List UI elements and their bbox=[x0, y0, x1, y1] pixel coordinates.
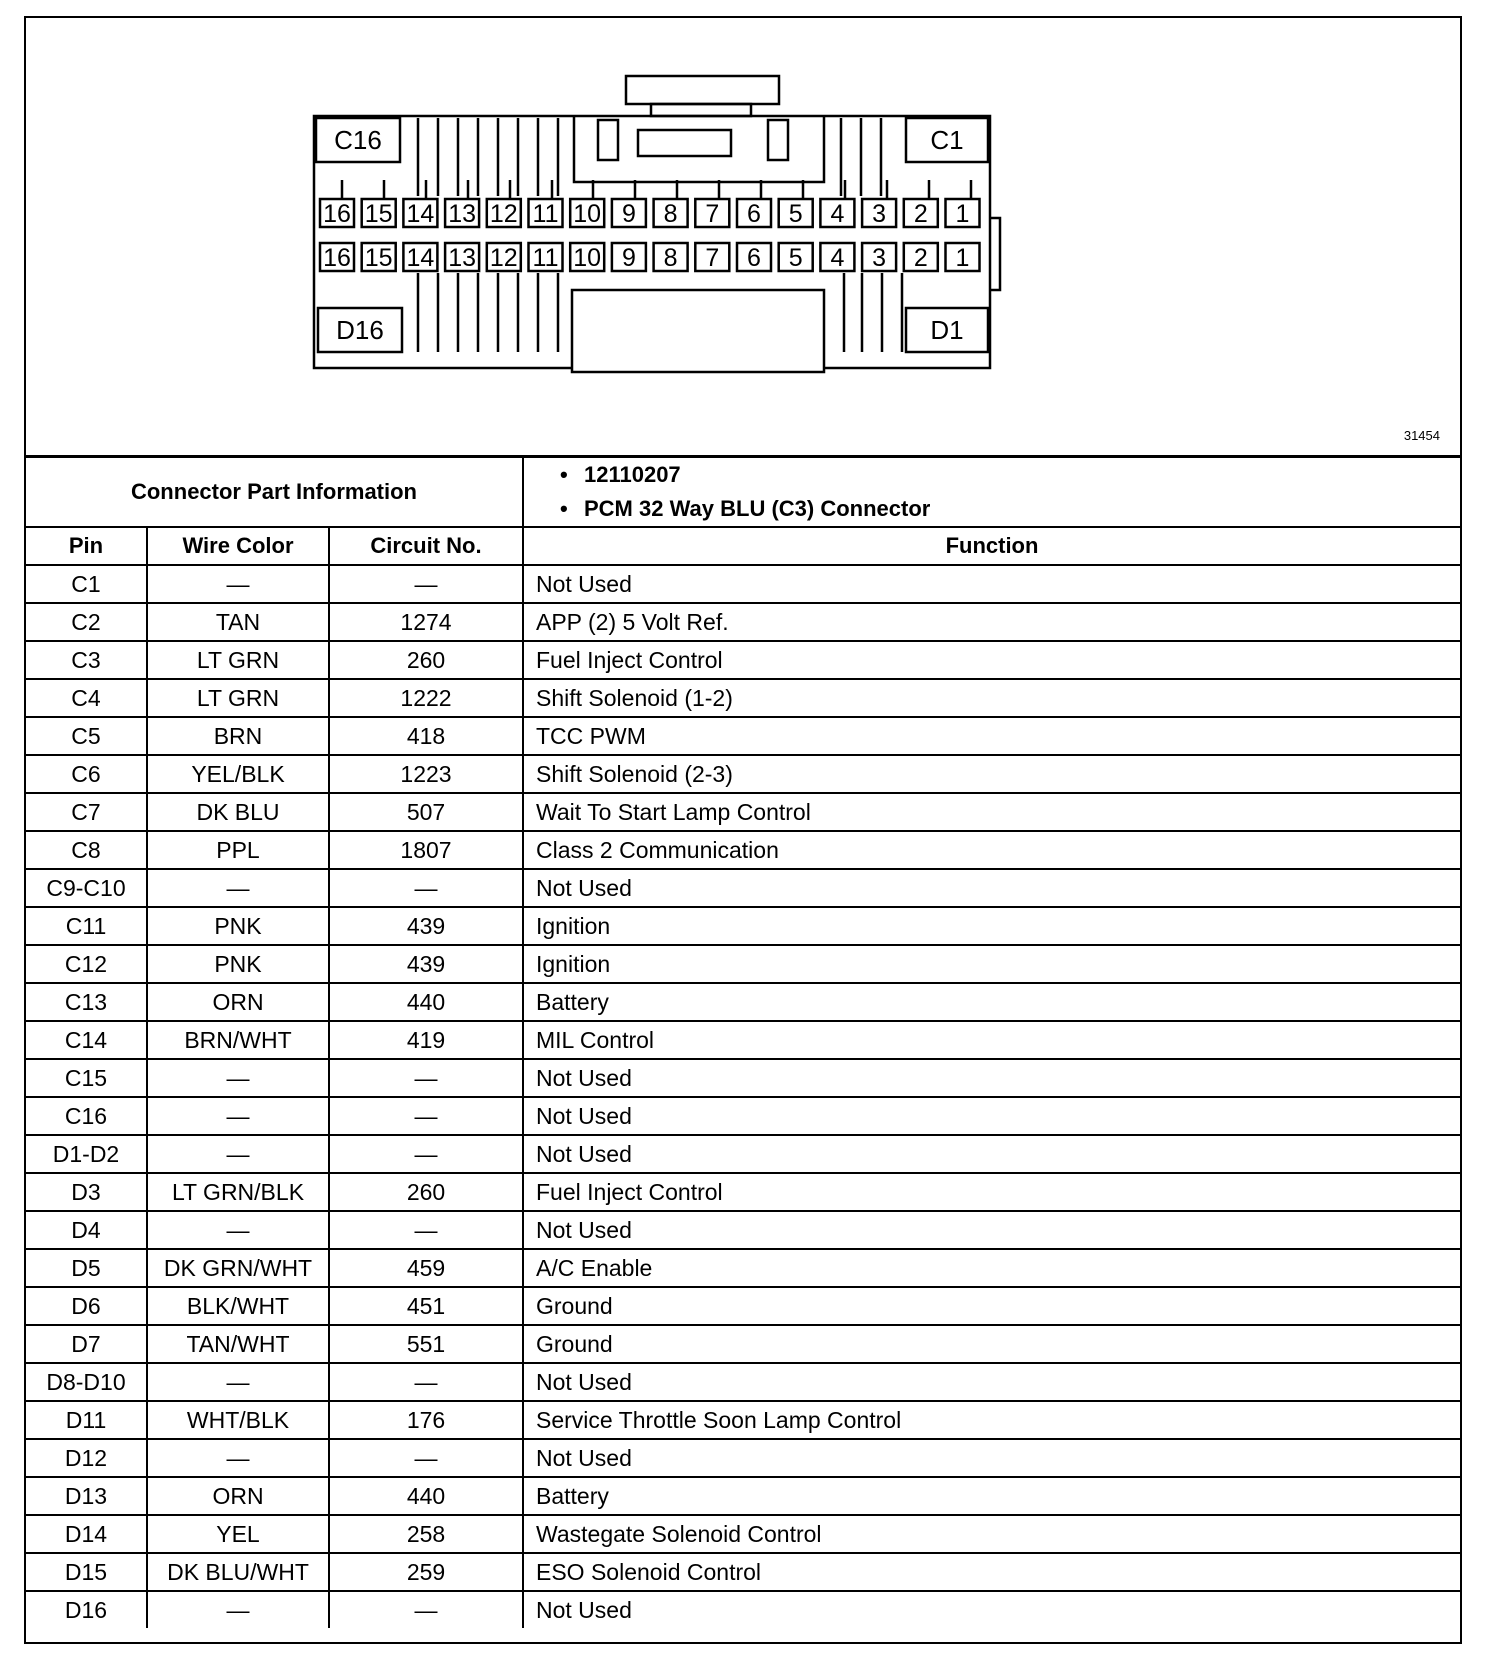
pin-cell: D13 bbox=[26, 1477, 147, 1515]
circuit-cell: 451 bbox=[329, 1287, 523, 1325]
function-cell: Service Throttle Soon Lamp Control bbox=[523, 1401, 1460, 1439]
pin-cell: D3 bbox=[26, 1173, 147, 1211]
table-row bbox=[26, 641, 1460, 679]
pin-cell: C16 bbox=[26, 1097, 147, 1135]
wire-color-cell: BRN/WHT bbox=[147, 1021, 329, 1059]
table-row bbox=[26, 983, 1460, 1021]
pin-cell-bottom-7 bbox=[695, 243, 729, 272]
pin-cell-bottom-8 bbox=[654, 243, 688, 272]
wire-color-cell: — bbox=[147, 1059, 329, 1097]
wire-color-cell: ORN bbox=[147, 983, 329, 1021]
pin-number: 14 bbox=[406, 200, 435, 228]
function-cell: Ground bbox=[523, 1325, 1460, 1363]
table-row bbox=[26, 1021, 1460, 1059]
function-cell: Class 2 Communication bbox=[523, 831, 1460, 869]
pin-number: 5 bbox=[788, 244, 803, 272]
function-cell: TCC PWM bbox=[523, 717, 1460, 755]
header-pin: Pin bbox=[26, 527, 147, 565]
circuit-cell: — bbox=[329, 1363, 523, 1401]
circuit-cell: 1222 bbox=[329, 679, 523, 717]
wire-color-cell: PPL bbox=[147, 831, 329, 869]
wire-color-cell: YEL/BLK bbox=[147, 755, 329, 793]
corner-label-text: D16 bbox=[336, 315, 384, 345]
pin-cell: D6 bbox=[26, 1287, 147, 1325]
circuit-cell: — bbox=[329, 1591, 523, 1628]
right-clip bbox=[768, 120, 788, 160]
connector-description: • PCM 32 Way BLU (C3) Connector bbox=[560, 496, 931, 521]
pin-number: 16 bbox=[323, 200, 351, 228]
circuit-cell: 507 bbox=[329, 793, 523, 831]
pin-number: 3 bbox=[872, 244, 887, 272]
function-cell: Ground bbox=[523, 1287, 1460, 1325]
table-row bbox=[26, 1515, 1460, 1553]
pin-number: 7 bbox=[705, 200, 720, 228]
table-row bbox=[26, 679, 1460, 717]
pin-number: 4 bbox=[830, 244, 845, 272]
circuit-cell: 439 bbox=[329, 945, 523, 983]
pin-number: 5 bbox=[788, 200, 803, 228]
pin-cell: C8 bbox=[26, 831, 147, 869]
circuit-cell: — bbox=[329, 1097, 523, 1135]
pin-cell-top-12 bbox=[487, 199, 521, 228]
pin-cell-top-16 bbox=[320, 199, 354, 228]
pin-number: 15 bbox=[364, 244, 393, 272]
pin-number: 3 bbox=[872, 200, 887, 228]
circuit-cell: 418 bbox=[329, 717, 523, 755]
pin-cell-top-14 bbox=[403, 199, 437, 228]
pin-cell-top-9 bbox=[612, 199, 646, 228]
pin-cell-bottom-12 bbox=[487, 243, 521, 272]
pin-number: 8 bbox=[663, 244, 678, 272]
function-cell: Fuel Inject Control bbox=[523, 1173, 1460, 1211]
header-wire-color: Wire Color bbox=[147, 527, 329, 565]
pin-number: 1 bbox=[955, 244, 970, 272]
table-header-row bbox=[26, 527, 1460, 565]
circuit-cell: 1807 bbox=[329, 831, 523, 869]
pin-cell-top-10 bbox=[570, 199, 604, 228]
pin-cell-bottom-14 bbox=[403, 243, 437, 272]
pin-number: 11 bbox=[532, 200, 559, 228]
pin-cell: C13 bbox=[26, 983, 147, 1021]
pin-cell-top-3 bbox=[862, 199, 896, 228]
function-cell: Not Used bbox=[523, 1059, 1460, 1097]
function-cell: Wastegate Solenoid Control bbox=[523, 1515, 1460, 1553]
pin-number: 6 bbox=[747, 244, 761, 272]
wire-color-cell: TAN bbox=[147, 603, 329, 641]
wire-color-cell: DK GRN/WHT bbox=[147, 1249, 329, 1287]
circuit-cell: — bbox=[329, 869, 523, 907]
pin-cell-bottom-4 bbox=[820, 243, 854, 272]
pin-cell-top-1 bbox=[946, 199, 980, 228]
pin-number: 8 bbox=[663, 200, 678, 228]
pin-cell-bottom-16 bbox=[320, 243, 354, 272]
function-cell: Shift Solenoid (2-3) bbox=[523, 755, 1460, 793]
table-row bbox=[26, 565, 1460, 603]
pin-cell: D1-D2 bbox=[26, 1135, 147, 1173]
pin-number: 12 bbox=[489, 244, 518, 272]
function-cell: Wait To Start Lamp Control bbox=[523, 793, 1460, 831]
wire-color-cell: — bbox=[147, 869, 329, 907]
pin-cell: C11 bbox=[26, 907, 147, 945]
pin-cell: C5 bbox=[26, 717, 147, 755]
wire-color-cell: — bbox=[147, 1439, 329, 1477]
side-lug bbox=[990, 218, 1000, 290]
table-row bbox=[26, 1477, 1460, 1515]
pin-cell-bottom-9 bbox=[612, 243, 646, 272]
circuit-cell: 1223 bbox=[329, 755, 523, 793]
pin-cell-top-7 bbox=[695, 199, 729, 228]
wire-color-cell: PNK bbox=[147, 945, 329, 983]
wire-color-cell: PNK bbox=[147, 907, 329, 945]
pin-cell: C3 bbox=[26, 641, 147, 679]
wire-color-cell: — bbox=[147, 1591, 329, 1628]
pin-number: 9 bbox=[621, 244, 636, 272]
pin-number: 13 bbox=[448, 244, 477, 272]
circuit-cell: — bbox=[329, 565, 523, 603]
pin-number: 9 bbox=[621, 200, 636, 228]
pin-cell-bottom-10 bbox=[570, 243, 604, 272]
pin-number: 12 bbox=[489, 200, 518, 228]
pin-cell-bottom-11 bbox=[529, 243, 563, 272]
pin-cell: C6 bbox=[26, 755, 147, 793]
pin-cell: D14 bbox=[26, 1515, 147, 1553]
circuit-cell: 440 bbox=[329, 1477, 523, 1515]
label-c1 bbox=[906, 118, 988, 162]
pin-cell-top-5 bbox=[779, 199, 813, 228]
function-cell: Ignition bbox=[523, 945, 1460, 983]
wire-color-cell: — bbox=[147, 1363, 329, 1401]
pinout-table bbox=[26, 458, 1460, 1628]
pin-cell-top-6 bbox=[737, 199, 771, 228]
label-d16 bbox=[318, 308, 402, 352]
label-d1 bbox=[906, 308, 988, 352]
circuit-cell: 176 bbox=[329, 1401, 523, 1439]
table-row bbox=[26, 793, 1460, 831]
wire-color-cell: WHT/BLK bbox=[147, 1401, 329, 1439]
bottom-key bbox=[572, 290, 824, 372]
header-function: Function bbox=[523, 527, 1460, 565]
circuit-cell: 1274 bbox=[329, 603, 523, 641]
pin-cell: D16 bbox=[26, 1591, 147, 1628]
pin-cell: D12 bbox=[26, 1439, 147, 1477]
connector-diagram bbox=[26, 18, 1460, 458]
table-row bbox=[26, 1059, 1460, 1097]
pin-cell: D5 bbox=[26, 1249, 147, 1287]
pin-cell: C14 bbox=[26, 1021, 147, 1059]
circuit-cell: 551 bbox=[329, 1325, 523, 1363]
circuit-cell: — bbox=[329, 1439, 523, 1477]
table-row bbox=[26, 603, 1460, 641]
figure-reference-number: 31454 bbox=[1403, 428, 1440, 443]
circuit-cell: 459 bbox=[329, 1249, 523, 1287]
function-cell: Not Used bbox=[523, 1211, 1460, 1249]
function-cell: Not Used bbox=[523, 1591, 1460, 1628]
connector-info-list bbox=[523, 458, 1460, 527]
pin-cell-bottom-13 bbox=[445, 243, 479, 272]
header-circuit-no: Circuit No. bbox=[329, 527, 523, 565]
pin-number: 13 bbox=[448, 200, 477, 228]
table-row bbox=[26, 1553, 1460, 1591]
pin-cell: C15 bbox=[26, 1059, 147, 1097]
pin-cell: D11 bbox=[26, 1401, 147, 1439]
pin-cell: D7 bbox=[26, 1325, 147, 1363]
pin-cell-top-15 bbox=[362, 199, 396, 228]
latch-base bbox=[651, 104, 751, 116]
pin-number: 2 bbox=[913, 244, 928, 272]
function-cell: Not Used bbox=[523, 1363, 1460, 1401]
pin-number: 16 bbox=[323, 244, 351, 272]
pin-number: 10 bbox=[573, 244, 602, 272]
pin-number: 10 bbox=[573, 200, 602, 228]
pin-cell: C1 bbox=[26, 565, 147, 603]
wire-color-cell: DK BLU/WHT bbox=[147, 1553, 329, 1591]
corner-label-text: D1 bbox=[930, 315, 964, 345]
pin-cell: D4 bbox=[26, 1211, 147, 1249]
pin-cell-top-2 bbox=[904, 199, 938, 228]
wire-color-cell: — bbox=[147, 1211, 329, 1249]
function-cell: Not Used bbox=[523, 1439, 1460, 1477]
table-row bbox=[26, 1097, 1460, 1135]
pin-cell-top-11 bbox=[529, 199, 563, 228]
table-row bbox=[26, 1211, 1460, 1249]
pin-cell-top-13 bbox=[445, 199, 479, 228]
corner-label-text: C16 bbox=[334, 125, 382, 155]
wire-color-cell: — bbox=[147, 1135, 329, 1173]
pin-number: 7 bbox=[705, 244, 720, 272]
pin-cell: C12 bbox=[26, 945, 147, 983]
table-row bbox=[26, 1439, 1460, 1477]
table-row bbox=[26, 1401, 1460, 1439]
table-row bbox=[26, 755, 1460, 793]
table-row bbox=[26, 1325, 1460, 1363]
center-slot bbox=[638, 130, 731, 156]
pin-cell-bottom-3 bbox=[862, 243, 896, 272]
pin-number: 6 bbox=[747, 200, 761, 228]
pin-cell-bottom-15 bbox=[362, 243, 396, 272]
circuit-cell: — bbox=[329, 1135, 523, 1173]
top-window bbox=[574, 116, 824, 182]
function-cell: MIL Control bbox=[523, 1021, 1460, 1059]
function-cell: ESO Solenoid Control bbox=[523, 1553, 1460, 1591]
function-cell: Not Used bbox=[523, 1097, 1460, 1135]
circuit-cell: 419 bbox=[329, 1021, 523, 1059]
function-cell: Not Used bbox=[523, 565, 1460, 603]
table-row bbox=[26, 1287, 1460, 1325]
circuit-cell: — bbox=[329, 1059, 523, 1097]
pin-cell-top-8 bbox=[654, 199, 688, 228]
function-cell: Ignition bbox=[523, 907, 1460, 945]
pin-cell-top-4 bbox=[820, 199, 854, 228]
label-c16 bbox=[316, 118, 400, 162]
function-cell: Fuel Inject Control bbox=[523, 641, 1460, 679]
wire-color-cell: LT GRN bbox=[147, 679, 329, 717]
table-row bbox=[26, 1135, 1460, 1173]
connector-info-label: Connector Part Information bbox=[26, 458, 523, 527]
left-clip bbox=[598, 120, 618, 160]
pin-cell: D8-D10 bbox=[26, 1363, 147, 1401]
function-cell: Shift Solenoid (1-2) bbox=[523, 679, 1460, 717]
wire-color-cell: BLK/WHT bbox=[147, 1287, 329, 1325]
pin-cell-bottom-1 bbox=[946, 243, 980, 272]
table-row bbox=[26, 1249, 1460, 1287]
circuit-cell: 260 bbox=[329, 1173, 523, 1211]
pin-number: 15 bbox=[364, 200, 393, 228]
wire-color-cell: — bbox=[147, 565, 329, 603]
wire-color-cell: — bbox=[147, 1097, 329, 1135]
connector-drawing bbox=[26, 18, 1460, 455]
connector-part-number: • 12110207 bbox=[560, 462, 681, 487]
wire-color-cell: LT GRN/BLK bbox=[147, 1173, 329, 1211]
connector-info-row bbox=[26, 458, 1460, 527]
function-cell: Not Used bbox=[523, 869, 1460, 907]
function-cell: A/C Enable bbox=[523, 1249, 1460, 1287]
pin-cell: C9-C10 bbox=[26, 869, 147, 907]
pin-cell: C7 bbox=[26, 793, 147, 831]
wire-color-cell: TAN/WHT bbox=[147, 1325, 329, 1363]
pin-cell-bottom-2 bbox=[904, 243, 938, 272]
table-row bbox=[26, 869, 1460, 907]
wire-color-cell: YEL bbox=[147, 1515, 329, 1553]
pin-cell: C2 bbox=[26, 603, 147, 641]
wire-color-cell: LT GRN bbox=[147, 641, 329, 679]
table-row bbox=[26, 1591, 1460, 1628]
pin-number: 14 bbox=[406, 244, 435, 272]
latch-tab bbox=[626, 76, 779, 104]
pin-number: 4 bbox=[830, 200, 845, 228]
corner-label-text: C1 bbox=[930, 125, 964, 155]
function-cell: Battery bbox=[523, 1477, 1460, 1515]
table-row bbox=[26, 1173, 1460, 1211]
wire-color-cell: DK BLU bbox=[147, 793, 329, 831]
circuit-cell: 259 bbox=[329, 1553, 523, 1591]
pin-number: 11 bbox=[532, 244, 559, 272]
table-row bbox=[26, 717, 1460, 755]
pin-cell: D15 bbox=[26, 1553, 147, 1591]
table-row bbox=[26, 945, 1460, 983]
circuit-cell: 258 bbox=[329, 1515, 523, 1553]
wire-color-cell: BRN bbox=[147, 717, 329, 755]
circuit-cell: — bbox=[329, 1211, 523, 1249]
function-cell: Not Used bbox=[523, 1135, 1460, 1173]
circuit-cell: 439 bbox=[329, 907, 523, 945]
pin-cell-bottom-5 bbox=[779, 243, 813, 272]
circuit-cell: 260 bbox=[329, 641, 523, 679]
connector-sheet bbox=[24, 16, 1462, 1644]
circuit-cell: 440 bbox=[329, 983, 523, 1021]
pin-number: 1 bbox=[955, 200, 970, 228]
pin-cell-bottom-6 bbox=[737, 243, 771, 272]
table-row bbox=[26, 831, 1460, 869]
wire-color-cell: ORN bbox=[147, 1477, 329, 1515]
function-cell: APP (2) 5 Volt Ref. bbox=[523, 603, 1460, 641]
pin-cell: C4 bbox=[26, 679, 147, 717]
function-cell: Battery bbox=[523, 983, 1460, 1021]
pin-number: 2 bbox=[913, 200, 928, 228]
table-row bbox=[26, 907, 1460, 945]
table-row bbox=[26, 1363, 1460, 1401]
